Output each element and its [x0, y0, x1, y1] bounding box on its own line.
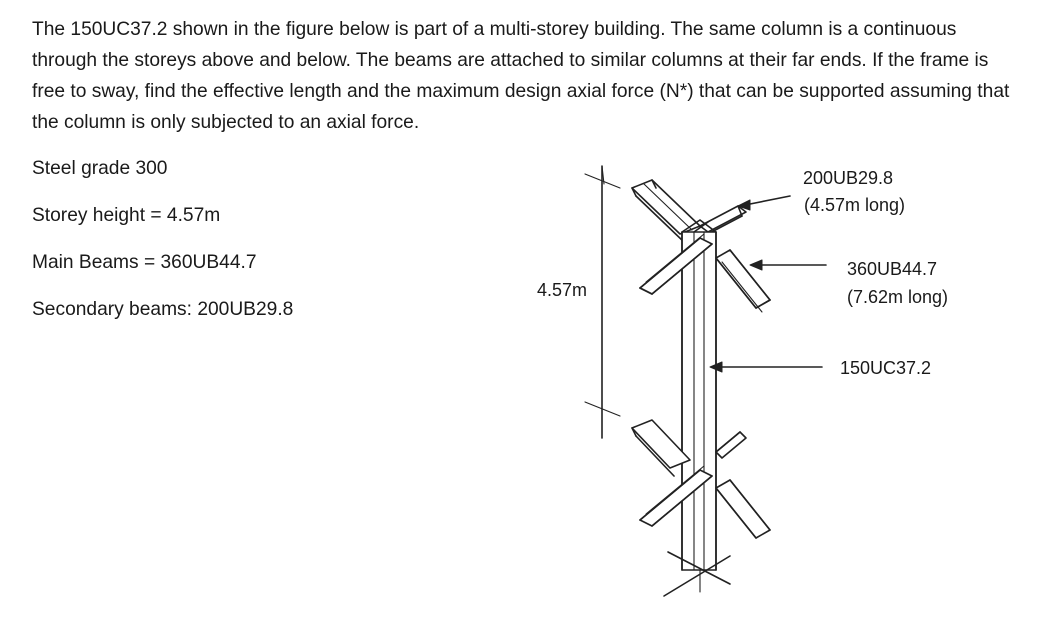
column-section-label: 150UC37.2: [840, 358, 932, 378]
main-beam-section-label: 360UB44.7: [847, 259, 938, 279]
steel-grade-text: Steel grade 300: [32, 158, 168, 179]
leader-200ub: [738, 196, 790, 210]
leader-150uc: [710, 362, 822, 372]
problem-statement: The 150UC37.2 shown in the figure below is part of a multi-storey building. The same column is a continuous through the storeys above and below. The beams are attached to similar columns at their far ends. If the frame is free to sway, find the effective length and the maximum design axial force (N*) that can be supported assuming that the column is only subjected to an axial force.: [32, 19, 1010, 133]
lower-secondary-beam-right-upper: [716, 432, 746, 458]
dimension-label: 4.57m: [537, 280, 588, 300]
secondary-beams-text: Secondary beams: 200UB29.8: [32, 299, 294, 320]
main-beams-text: Main Beams = 360UB44.7: [32, 252, 257, 273]
main-beam-length-label: (7.62m long): [847, 287, 949, 307]
storey-height-dimension: [585, 166, 620, 438]
storey-height-text: Storey height = 4.57m: [32, 205, 221, 226]
upper-secondary-beam-right: [716, 250, 770, 312]
lower-secondary-beam-right: [716, 480, 770, 538]
secondary-beam-length-label: (4.57m long): [804, 195, 906, 215]
secondary-beam-section-label: 200UB29.8: [803, 168, 894, 188]
column-150uc: [682, 220, 716, 570]
leader-360ub: [750, 260, 826, 270]
